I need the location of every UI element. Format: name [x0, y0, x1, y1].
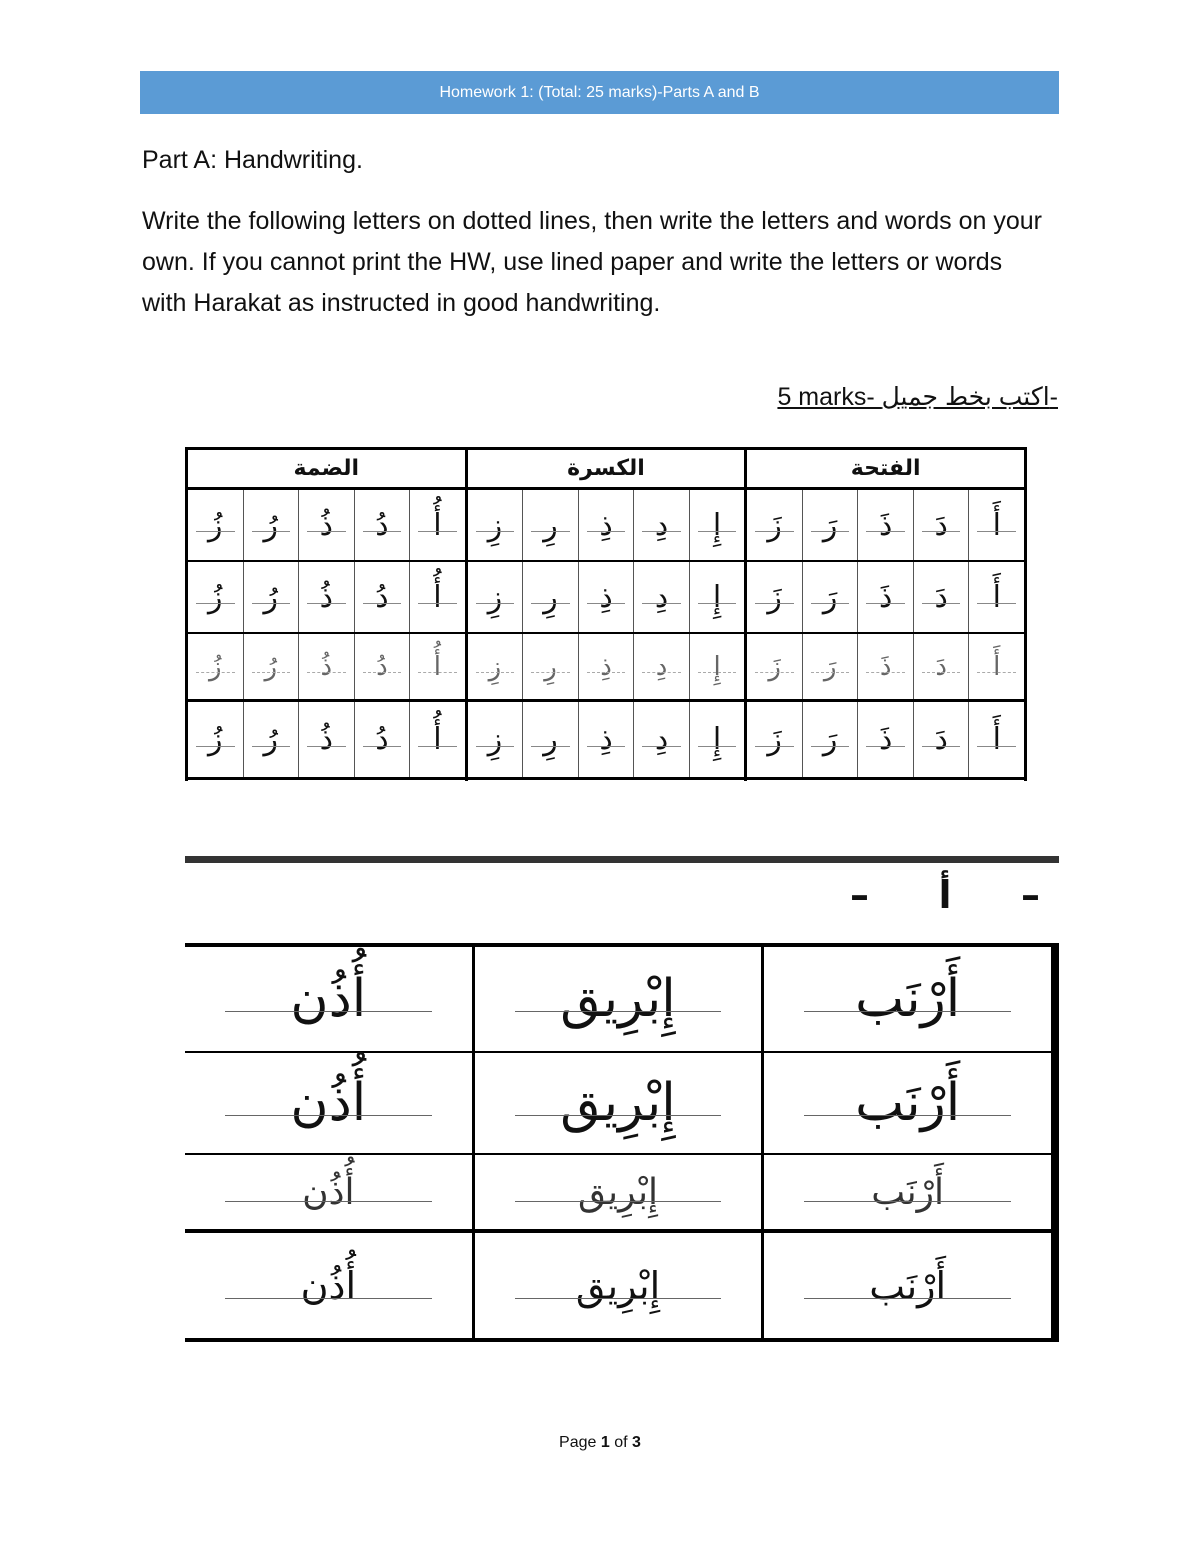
- word-row: [185, 1155, 1051, 1233]
- letter-cell: إِ: [689, 634, 745, 699]
- letter-row: [188, 490, 465, 562]
- letter-row: [747, 562, 1024, 634]
- letter-cell: زِ: [468, 490, 523, 560]
- letter-cell: زِ: [468, 702, 523, 777]
- letter-cell: ذَ: [857, 562, 913, 632]
- word-row: [185, 947, 1051, 1053]
- letter-cell: زُ: [188, 634, 243, 699]
- word-cell: أُذُن: [185, 1233, 472, 1338]
- letter-cell: دِ: [633, 702, 689, 777]
- letter-cell: زَ: [747, 490, 802, 560]
- page-number: 1: [600, 1434, 610, 1451]
- letter-row: [747, 490, 1024, 562]
- header-bar: [140, 71, 1059, 114]
- group-heading: الفتحة: [747, 450, 1024, 490]
- letter-cell: رِ: [522, 702, 578, 777]
- letter-cell: رُ: [243, 702, 299, 777]
- letter-cell: دُ: [354, 490, 410, 560]
- word-cell: أَرْنَب: [761, 947, 1051, 1051]
- letter-cell: ذُ: [298, 702, 354, 777]
- letter-cell: إِ: [689, 702, 745, 777]
- letter-cell: دَ: [913, 702, 969, 777]
- of-label: of: [614, 1434, 628, 1451]
- letter-cell: ذِ: [578, 490, 634, 560]
- letter-row: [188, 562, 465, 634]
- page-label: Page: [559, 1434, 597, 1451]
- letter-row: [188, 702, 465, 780]
- letter-cell: رَ: [802, 702, 858, 777]
- word-row: [185, 1233, 1051, 1338]
- letter-cell: دِ: [633, 490, 689, 560]
- section-divider: [185, 856, 1059, 863]
- word-cell: أَرْنَب: [761, 1053, 1051, 1153]
- letter-row: [468, 634, 745, 702]
- letter-row: [468, 562, 745, 634]
- letter-group-damma: [188, 450, 465, 781]
- word-row: [185, 1053, 1051, 1155]
- letter-cell: ذَ: [857, 490, 913, 560]
- word-cell: إِبْرِيق: [472, 1233, 762, 1338]
- letter-cell: دَ: [913, 634, 969, 699]
- header-title: Homework 1: (Total: 25 marks)-Parts A and B: [439, 83, 760, 101]
- letter-row: [747, 702, 1024, 780]
- letter-row: [468, 490, 745, 562]
- word-cell: أُذُن: [185, 947, 472, 1051]
- letter-row: [188, 634, 465, 702]
- word-table: [185, 943, 1059, 1342]
- letter-cell: زَ: [747, 634, 802, 699]
- letter-cell: دَ: [913, 562, 969, 632]
- letter-group-fatha: [744, 450, 1024, 781]
- letter-cell: رَ: [802, 490, 858, 560]
- letter-cell: زِ: [468, 634, 523, 699]
- alif-header: [850, 870, 1040, 920]
- letter-cell: زُ: [188, 562, 243, 632]
- letter-cell: أَ: [968, 702, 1024, 777]
- letter-row: [747, 634, 1024, 702]
- letter-cell: ذِ: [578, 562, 634, 632]
- letter-cell: رِ: [522, 634, 578, 699]
- letter-cell: دُ: [354, 634, 410, 699]
- group-heading: الكسرة: [468, 450, 745, 490]
- letter-cell: أُ: [409, 490, 465, 560]
- letter-cell: إِ: [689, 490, 745, 560]
- letter-cell: ذِ: [578, 634, 634, 699]
- word-cell: إِبْرِيق: [472, 1053, 762, 1153]
- alif-letter: أ: [938, 873, 952, 917]
- letter-cell: رُ: [243, 562, 299, 632]
- dash-mark: –: [850, 873, 869, 917]
- letter-cell: رَ: [802, 562, 858, 632]
- letter-cell: ذِ: [578, 702, 634, 777]
- letter-cell: ذَ: [857, 634, 913, 699]
- letter-cell: إِ: [689, 562, 745, 632]
- letter-cell: أُ: [409, 702, 465, 777]
- letter-cell: دُ: [354, 562, 410, 632]
- letter-cell: ذُ: [298, 490, 354, 560]
- word-cell: أُذُن: [185, 1155, 472, 1229]
- word-cell: أَرْنَب: [761, 1233, 1051, 1338]
- letter-cell: ذَ: [857, 702, 913, 777]
- letter-cell: دِ: [633, 562, 689, 632]
- word-cell: أُذُن: [185, 1053, 472, 1153]
- letter-group-kasra: [465, 450, 745, 781]
- letter-cell: زُ: [188, 490, 243, 560]
- letter-cell: أَ: [968, 490, 1024, 560]
- letter-cell: دَ: [913, 490, 969, 560]
- letter-cell: أُ: [409, 634, 465, 699]
- letter-cell: دِ: [633, 634, 689, 699]
- part-a-title: Part A: Handwriting.: [142, 146, 363, 174]
- page-total: 3: [632, 1434, 641, 1451]
- letter-cell: زَ: [747, 702, 802, 777]
- letter-cell: ذُ: [298, 634, 354, 699]
- word-cell: أَرْنَب: [761, 1155, 1051, 1229]
- letter-cell: زِ: [468, 562, 523, 632]
- dash-mark: –: [1021, 873, 1040, 917]
- instructions-text: Write the following letters on dotted lines, then write the letters and words on your own. If you cannot print the HW, use lined paper and write the letters or words with Harakat as instructed in good handwriting.: [142, 207, 1043, 317]
- word-cell: إِبْرِيق: [472, 1155, 762, 1229]
- group-heading: الضمة: [188, 450, 465, 490]
- page-footer: [0, 1434, 1200, 1452]
- letter-cell: أَ: [968, 634, 1024, 699]
- letter-cell: رِ: [522, 490, 578, 560]
- letter-row: [468, 702, 745, 780]
- letter-cell: أُ: [409, 562, 465, 632]
- marks-line: 5 marks- اكتب بخط جميل-: [777, 383, 1058, 411]
- letter-cell: زَ: [747, 562, 802, 632]
- letter-cell: رَ: [802, 634, 858, 699]
- letter-cell: رِ: [522, 562, 578, 632]
- letter-cell: زُ: [188, 702, 243, 777]
- word-cell: إِبْرِيق: [472, 947, 762, 1051]
- letter-cell: ذُ: [298, 562, 354, 632]
- letter-table: [185, 447, 1027, 781]
- letter-cell: رُ: [243, 490, 299, 560]
- letter-cell: دُ: [354, 702, 410, 777]
- letter-cell: أَ: [968, 562, 1024, 632]
- letter-cell: رُ: [243, 634, 299, 699]
